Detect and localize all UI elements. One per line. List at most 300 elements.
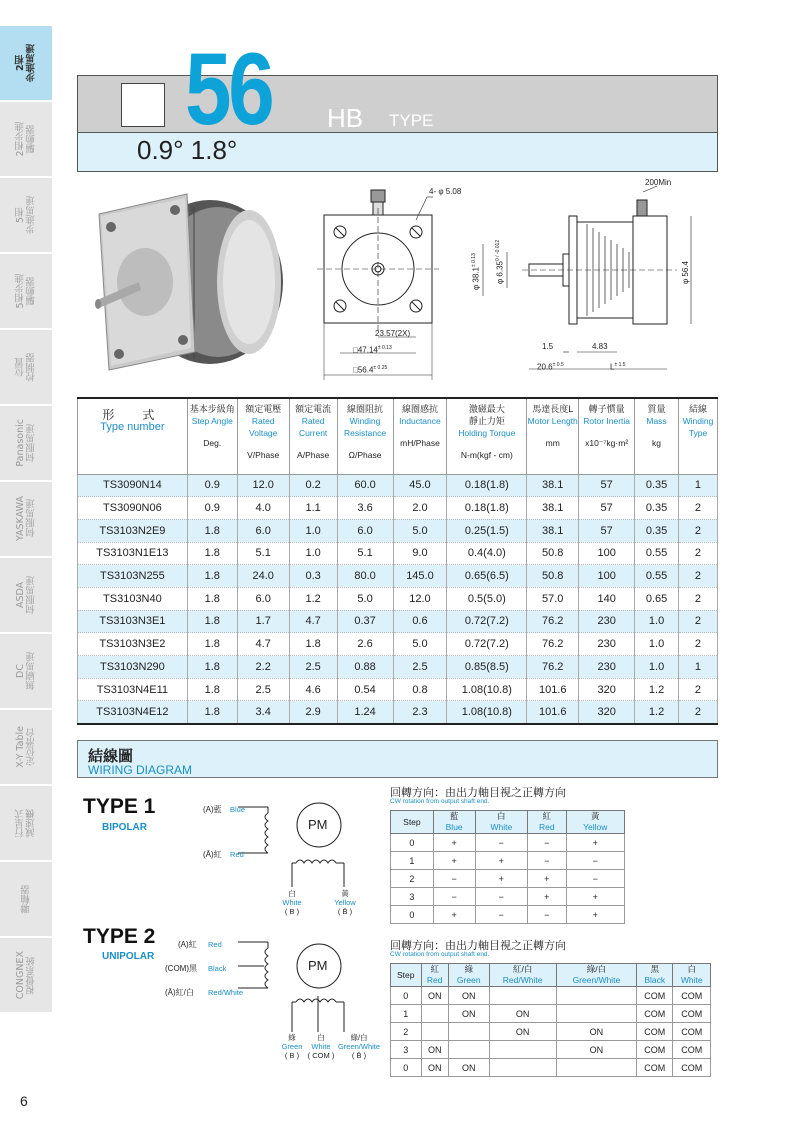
seq-cell: COM xyxy=(673,1059,711,1077)
spec-col-en: Inductance xyxy=(399,416,441,426)
seq-cell: + xyxy=(566,834,625,852)
spec-col-en: Rated Current xyxy=(298,416,328,438)
spec-cell: 320 xyxy=(579,701,635,724)
seq-cell: COM xyxy=(637,1005,673,1023)
seq-col-header xyxy=(637,964,673,987)
sidebar-tab[interactable] xyxy=(0,26,52,102)
spec-cell: 1.0 xyxy=(635,633,679,656)
seq-row xyxy=(391,1005,711,1023)
seq-col-en: Red/White xyxy=(502,975,543,985)
spec-cell: 1.24 xyxy=(337,701,393,724)
spec-cell: 1.7 xyxy=(237,610,289,633)
seq-cell: COM xyxy=(637,1059,673,1077)
type1-seq-body xyxy=(391,834,625,924)
type2-com2-label: 白 White ( COM ) xyxy=(307,1033,335,1060)
holes-dim: 4- φ 5.08 xyxy=(429,187,462,196)
type1-title: TYPE 1 xyxy=(83,795,156,818)
spec-cell: 1 xyxy=(678,656,717,679)
type1-sequence-table xyxy=(390,810,625,924)
shaft-dim: φ $6.35^{0 / -0.012}$ xyxy=(495,239,505,284)
sidebar-tab-label: 行星式 減速機 xyxy=(15,808,37,838)
boss-dim: φ $38.1^{\pm 0.13}$ xyxy=(471,253,481,290)
spec-cell: 1.08(10.8) xyxy=(447,701,527,724)
seq-cell: ON xyxy=(489,1005,556,1023)
spec-cell: 5.1 xyxy=(337,542,393,565)
type2-cw-zh: 回轉方向：由出力軸目視之正轉方向 xyxy=(390,939,566,952)
spec-cell: 1.8 xyxy=(289,633,337,656)
sidebar-tab[interactable] xyxy=(0,862,52,938)
spec-cell: 2 xyxy=(678,565,717,588)
seq-col-header xyxy=(421,964,448,987)
spec-cell: 38.1 xyxy=(527,497,579,520)
spec-cell: 145.0 xyxy=(393,565,447,588)
spec-col-header xyxy=(678,398,717,474)
spec-cell: 2 xyxy=(678,610,717,633)
spec-cell: 2 xyxy=(678,701,717,724)
spec-cell: 80.0 xyxy=(337,565,393,588)
spec-cell: 1.8 xyxy=(187,701,237,724)
seq-cell: 2 xyxy=(391,870,434,888)
type1-a-zh: (A)藍 xyxy=(203,805,222,814)
sidebar-tab[interactable] xyxy=(0,406,52,482)
sidebar-tab[interactable] xyxy=(0,178,52,254)
seq-row xyxy=(391,888,625,906)
spec-cell: 100 xyxy=(579,565,635,588)
spec-cell: 0.88 xyxy=(337,656,393,679)
spec-row xyxy=(78,701,718,724)
spec-cell: 60.0 xyxy=(337,474,393,497)
spec-cell: 5.0 xyxy=(393,633,447,656)
spec-col-zh: 結線 xyxy=(688,404,707,414)
spec-cell: 1.8 xyxy=(187,678,237,701)
seq-col-header xyxy=(673,964,711,987)
spec-cell: 0.25(1.5) xyxy=(447,519,527,542)
seq-cell: − xyxy=(475,888,528,906)
seq-cell: 3 xyxy=(391,888,434,906)
seq-cell: − xyxy=(433,888,475,906)
spec-cell: 1.1 xyxy=(289,497,337,520)
seq-cell: − xyxy=(528,834,566,852)
spec-cell: 2 xyxy=(678,678,717,701)
type2-com-zh: (COM)黑 xyxy=(165,964,197,973)
type2-b-label: 綠 Green ( B ) xyxy=(281,1033,303,1060)
type2-com-en: Black xyxy=(208,964,227,973)
spec-cell: 1.8 xyxy=(187,542,237,565)
seq-cell: COM xyxy=(637,987,673,1005)
seq-cell: ON xyxy=(556,1023,636,1041)
spec-cell: 0.35 xyxy=(635,474,679,497)
seq-col-zh: 綠 xyxy=(464,964,473,974)
spec-col-header xyxy=(337,398,393,474)
spec-row xyxy=(78,610,718,633)
dim-4-83: 4.83 xyxy=(592,342,608,351)
spec-cell: 0.9 xyxy=(187,474,237,497)
hb-label: HB xyxy=(327,103,364,133)
seq-col-header xyxy=(566,811,625,834)
seq-cell: + xyxy=(566,888,625,906)
seq-col-zh: 藍 xyxy=(449,811,459,821)
spec-row xyxy=(78,542,718,565)
seq-cell: + xyxy=(528,870,566,888)
dim-l: $L^{\pm 1.5}$ xyxy=(610,362,626,372)
spec-cell: 3.6 xyxy=(337,497,393,520)
sidebar-tab-label: 5相 步進馬達 xyxy=(15,196,37,234)
lead-dim: 200Min xyxy=(645,178,672,187)
spec-cell: 140 xyxy=(579,587,635,610)
spec-cell: 4.6 xyxy=(289,678,337,701)
spec-cell: 1.0 xyxy=(289,542,337,565)
spec-row xyxy=(78,678,718,701)
seq-col-zh: 黑 xyxy=(650,964,660,974)
spec-cell: 2.3 xyxy=(393,701,447,724)
seq-cell: + xyxy=(528,888,566,906)
spec-cell: 45.0 xyxy=(393,474,447,497)
spec-cell: 2.5 xyxy=(289,656,337,679)
spec-cell: 50.8 xyxy=(527,542,579,565)
pitch-dim: 23.57(2X) xyxy=(375,329,411,338)
page-header xyxy=(77,32,718,172)
spec-cell: 57.0 xyxy=(527,587,579,610)
dimension-drawings xyxy=(77,172,737,392)
spec-cell: 0.72(7.2) xyxy=(447,610,527,633)
spec-cell: 0.4(4.0) xyxy=(447,542,527,565)
spec-col-zh: 基本步級角 xyxy=(189,404,235,414)
type-label: TYPE xyxy=(389,111,434,130)
seq-cell xyxy=(448,1023,489,1041)
motor-drawings-svg xyxy=(77,172,737,392)
seq-cell: + xyxy=(433,906,475,924)
seq-col-en: Green/White xyxy=(572,975,621,985)
spec-row xyxy=(78,474,718,497)
spec-cell: 0.55 xyxy=(635,542,679,565)
seq-row xyxy=(391,1041,711,1059)
spec-cell: TS3103N255 xyxy=(78,565,188,588)
type1-abar-zh: (Ā)紅 xyxy=(203,850,222,859)
spec-col-header xyxy=(635,398,679,474)
spec-cell: 2.2 xyxy=(237,656,289,679)
spec-cell: 0.18(1.8) xyxy=(447,497,527,520)
seq-col-en: Red xyxy=(426,975,443,985)
spec-cell: 0.8 xyxy=(393,678,447,701)
spec-cell: 0.85(8.5) xyxy=(447,656,527,679)
spec-col-zh: 形 式 xyxy=(102,408,163,422)
spec-col-header xyxy=(78,398,188,474)
spec-cell: 0.35 xyxy=(635,519,679,542)
step-angles: 0.9° 1.8° xyxy=(137,135,238,165)
type1-bbar-label: 黃 Yellow ( B̄ ) xyxy=(334,889,356,916)
sidebar-tab-label: 位置 控制器 xyxy=(15,352,37,382)
spec-cell: 1.2 xyxy=(635,678,679,701)
sidebar-tab[interactable] xyxy=(0,938,52,1014)
spec-cell: 1.8 xyxy=(187,633,237,656)
spec-cell: 4.7 xyxy=(237,633,289,656)
spec-cell: 1.0 xyxy=(635,656,679,679)
wiring-title-zh: 結線圖 xyxy=(88,747,134,765)
type1-pm: PM xyxy=(308,817,328,832)
spec-col-en: Rotor Inertia xyxy=(583,416,631,426)
type2-a-zh: (A)紅 xyxy=(178,940,197,949)
seq-col-zh: 黃 xyxy=(590,811,600,821)
spec-cell: 4.7 xyxy=(289,610,337,633)
seq-cell: − xyxy=(475,834,528,852)
spec-cell: 2.9 xyxy=(289,701,337,724)
spec-cell: 2 xyxy=(678,497,717,520)
seq-col-en: Blue xyxy=(445,822,463,832)
flange-sq-dim: $□56.4^{\pm 0.25}$ xyxy=(353,365,388,375)
spec-cell: 0.54 xyxy=(337,678,393,701)
seq-cell: ON xyxy=(489,1023,556,1041)
type1-a-en: Blue xyxy=(230,805,246,814)
sidebar-tab-label: Panasonic 伺服馬達 xyxy=(15,419,37,467)
spec-cell: 5.0 xyxy=(393,519,447,542)
spec-cell: 2 xyxy=(678,542,717,565)
spec-cell: TS3103N3E1 xyxy=(78,610,188,633)
spec-row xyxy=(78,587,718,610)
sidebar-tab[interactable] xyxy=(0,634,52,710)
seq-cell: − xyxy=(566,852,625,870)
seq-col-header xyxy=(489,964,556,987)
seq-cell: 2 xyxy=(391,1023,422,1041)
spec-col-en: Winding Type xyxy=(682,416,714,438)
spec-cell: 0.65(6.5) xyxy=(447,565,527,588)
seq-cell: − xyxy=(528,906,566,924)
spec-cell: 76.2 xyxy=(527,610,579,633)
spec-col-zh: 馬達長度L xyxy=(532,404,574,414)
spec-cell: 57 xyxy=(579,474,635,497)
spec-cell: 0.18(1.8) xyxy=(447,474,527,497)
seq-cell: 0 xyxy=(391,834,434,852)
seq-cell xyxy=(489,987,556,1005)
side-view xyxy=(483,186,691,369)
seq-cell: − xyxy=(475,906,528,924)
seq-col-en: Step xyxy=(403,816,421,827)
sidebar-tab[interactable] xyxy=(0,558,52,634)
spec-cell: 1.08(10.8) xyxy=(447,678,527,701)
seq-row xyxy=(391,834,625,852)
seq-col-header xyxy=(448,964,489,987)
type1-b-label: 白 White ( B ) xyxy=(282,889,302,916)
spec-cell: 2.5 xyxy=(393,656,447,679)
spec-col-zh: 線圈阻抗 xyxy=(347,404,384,414)
square-frame-icon xyxy=(121,83,165,127)
spec-cell: 0.3 xyxy=(289,565,337,588)
spec-cell: 0.5(5.0) xyxy=(447,587,527,610)
seq-col-zh: 紅 xyxy=(542,811,552,821)
seq-cell: ON xyxy=(556,1041,636,1059)
sidebar-tab[interactable] xyxy=(0,102,52,178)
spec-cell: TS3103N4E12 xyxy=(78,701,188,724)
sidebar-tab-label: ASDA 伺服馬達 xyxy=(15,576,37,614)
spec-col-en: Rated Voltage xyxy=(249,416,278,438)
page-number: 6 xyxy=(20,1093,28,1109)
seq-row xyxy=(391,1023,711,1041)
type1-cw-zh: 回轉方向：由出力軸目視之正轉方向 xyxy=(390,786,566,799)
seq-cell xyxy=(448,1041,489,1059)
spec-cell: TS3103N2E9 xyxy=(78,519,188,542)
seq-col-en: White xyxy=(490,822,513,832)
seq-col-header xyxy=(433,811,475,834)
seq-cell xyxy=(556,1005,636,1023)
seq-cell: 0 xyxy=(391,1059,422,1077)
spec-col-header xyxy=(447,398,527,474)
spec-col-en: Motor Length xyxy=(527,416,578,426)
spec-col-en: Type number xyxy=(100,421,165,433)
sidebar-tab[interactable] xyxy=(0,482,52,558)
spec-cell: 12.0 xyxy=(393,587,447,610)
type1-sub: BIPOLAR xyxy=(102,822,147,833)
seq-cell xyxy=(489,1059,556,1077)
seq-cell xyxy=(421,1023,448,1041)
spec-col-unit: V/Phase xyxy=(247,450,280,460)
spec-cell: 12.0 xyxy=(237,474,289,497)
seq-cell: COM xyxy=(673,1005,711,1023)
spec-cell: 100 xyxy=(579,542,635,565)
sidebar-tab[interactable] xyxy=(0,330,52,406)
type2-abar-en: Red/White xyxy=(208,988,244,997)
spec-col-zh: 額定電流 xyxy=(295,404,332,414)
spec-row xyxy=(78,656,718,679)
seq-cell: COM xyxy=(673,987,711,1005)
spec-header-row xyxy=(78,398,718,474)
type2-sub: UNIPOLAR xyxy=(102,951,155,962)
spec-cell: 6.0 xyxy=(337,519,393,542)
spec-col-unit: x10⁻⁷kg·m² xyxy=(585,438,629,448)
spec-cell: 24.0 xyxy=(237,565,289,588)
sidebar-tab-label: 5相步進 驅動器 xyxy=(15,273,37,309)
spec-cell: 76.2 xyxy=(527,656,579,679)
spec-col-en: Mass xyxy=(646,416,667,426)
spec-cell: TS3103N4E11 xyxy=(78,678,188,701)
body-dim: φ 56.4 xyxy=(681,261,690,284)
seq-col-zh: 白 xyxy=(497,811,506,821)
spec-row xyxy=(78,497,718,520)
seq-cell: + xyxy=(433,852,475,870)
seq-cell: ON xyxy=(421,1059,448,1077)
spec-col-en: Holding Torque xyxy=(458,428,516,438)
seq-cell: COM xyxy=(673,1041,711,1059)
spec-col-unit: Ω/Phase xyxy=(348,450,382,460)
spec-cell: 1 xyxy=(678,474,717,497)
frame-size-number: 56 xyxy=(185,32,272,146)
motor-photo xyxy=(95,194,283,370)
spec-col-unit: N-m(kgf - cm) xyxy=(460,450,513,460)
seq-col-header xyxy=(475,811,528,834)
seq-row xyxy=(391,987,711,1005)
seq-cell: COM xyxy=(637,1023,673,1041)
seq-row xyxy=(391,852,625,870)
dim-1-5: 1.5 xyxy=(542,342,554,351)
seq-col-en: Red xyxy=(539,822,555,832)
spec-cell: TS3090N14 xyxy=(78,474,188,497)
seq-cell xyxy=(556,987,636,1005)
seq-cell: ON xyxy=(448,987,489,1005)
spec-cell: 230 xyxy=(579,656,635,679)
spec-col-zh: 質量 xyxy=(647,404,666,414)
seq-cell xyxy=(489,1041,556,1059)
spec-col-unit: mH/Phase xyxy=(400,438,440,448)
seq-cell: + xyxy=(566,906,625,924)
seq-col-en: Black xyxy=(644,975,666,985)
type2-a-en: Red xyxy=(208,940,222,949)
spec-cell: 5.1 xyxy=(237,542,289,565)
spec-cell: 2 xyxy=(678,633,717,656)
sidebar-tab[interactable] xyxy=(0,710,52,786)
spec-cell: 2 xyxy=(678,519,717,542)
seq-cell: 3 xyxy=(391,1041,422,1059)
spec-col-header xyxy=(393,398,447,474)
spec-cell: 0.6 xyxy=(393,610,447,633)
type2-cw-en: CW rotation from output shaft end. xyxy=(390,951,490,958)
spec-col-unit: A/Phase xyxy=(297,450,330,460)
spec-cell: 1.8 xyxy=(187,610,237,633)
spec-col-unit: mm xyxy=(545,438,560,448)
seq-cell: ON xyxy=(421,987,448,1005)
spec-body xyxy=(78,474,718,724)
type2-sequence-table xyxy=(390,963,711,1077)
spec-col-zh: 激磁最大 靜止力矩 xyxy=(468,404,505,426)
spec-cell: TS3090N06 xyxy=(78,497,188,520)
spec-col-zh: 轉子慣量 xyxy=(588,404,625,414)
spec-cell: 6.0 xyxy=(237,587,289,610)
seq-col-zh: 白 xyxy=(687,964,696,974)
sidebar-tab[interactable] xyxy=(0,786,52,862)
seq-row xyxy=(391,906,625,924)
seq-col-en: Green xyxy=(456,975,481,985)
spec-cell: 4.0 xyxy=(237,497,289,520)
spec-cell: 6.0 xyxy=(237,519,289,542)
wiring-title-en: WIRING DIAGRAM xyxy=(88,763,192,777)
seq-col-en: White xyxy=(680,975,703,985)
seq-col-header xyxy=(528,811,566,834)
spec-cell: 1.0 xyxy=(289,519,337,542)
wiring-diagram-banner xyxy=(77,740,718,778)
seq-cell: + xyxy=(475,852,528,870)
spec-cell: 0.55 xyxy=(635,565,679,588)
spec-col-unit: Deg. xyxy=(203,438,222,448)
sidebar-tab-label: 聯軸器 xyxy=(20,884,32,914)
seq-cell: + xyxy=(475,870,528,888)
dim-20-6: $20.6^{\pm 0.5}$ xyxy=(537,362,564,372)
type2-title: TYPE 2 xyxy=(83,925,156,948)
seq-cell xyxy=(556,1059,636,1077)
spec-cell: 2.0 xyxy=(393,497,447,520)
seq-cell: ON xyxy=(448,1005,489,1023)
spec-table xyxy=(77,397,718,725)
seq-col-zh: 紅/白 xyxy=(512,964,533,974)
spec-cell: 1.8 xyxy=(187,587,237,610)
spec-cell: 1.2 xyxy=(635,701,679,724)
spec-cell: 2 xyxy=(678,587,717,610)
spec-cell: 57 xyxy=(579,497,635,520)
seq-cell: 1 xyxy=(391,1005,422,1023)
spec-col-en: Step Angle xyxy=(191,416,233,426)
spec-row xyxy=(78,633,718,656)
spec-cell: 320 xyxy=(579,678,635,701)
spec-cell: 5.0 xyxy=(337,587,393,610)
spec-col-header xyxy=(527,398,579,474)
spec-cell: TS3103N3E2 xyxy=(78,633,188,656)
spec-col-header xyxy=(289,398,337,474)
spec-cell: TS3103N40 xyxy=(78,587,188,610)
sidebar-tab[interactable] xyxy=(0,254,52,330)
seq-col-zh: 綠/白 xyxy=(586,964,607,974)
pitch-sq-dim: $□47.14^{\pm 0.13}$ xyxy=(353,345,392,355)
sidebar-tab-label: 2相 步進馬達 xyxy=(15,44,37,82)
seq-cell: 1 xyxy=(391,852,434,870)
spec-cell: 230 xyxy=(579,633,635,656)
spec-cell: 0.35 xyxy=(635,497,679,520)
spec-col-zh: 線圈感抗 xyxy=(401,404,438,414)
